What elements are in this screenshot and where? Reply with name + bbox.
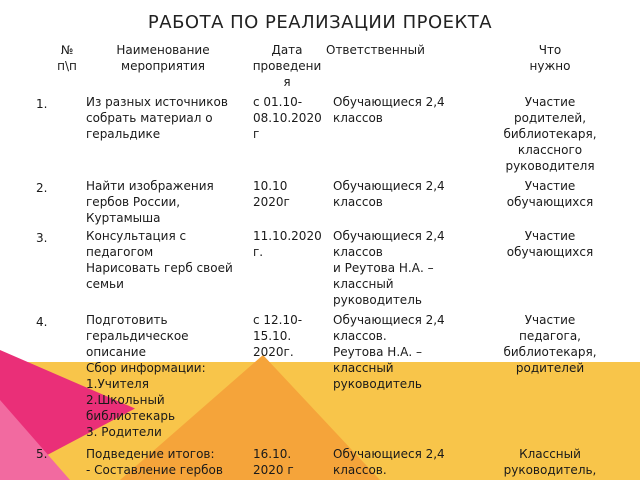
row-1-responsible: Обучающиеся 2,4 классов — [333, 95, 445, 125]
row-3-need: Участие обучающихся — [506, 229, 594, 259]
row-3-event: Консультация с педагогом Нарисовать герб своей семьи — [86, 229, 233, 291]
row-5-responsible: Обучающиеся 2,4 классов. — [333, 447, 445, 477]
row-1-need: Участие родителей, библиотекаря, классного руководителя — [503, 95, 597, 173]
header-num: № п\п — [57, 43, 77, 73]
row-1-date: с 01.10- 08.10.2020 г — [253, 95, 322, 141]
row-1-event: Из разных источников собрать материал о геральдике — [86, 95, 228, 141]
page-title: РАБОТА ПО РЕАЛИЗАЦИИ ПРОЕКТА — [147, 12, 493, 33]
row-3-date: 11.10.2020 г. — [253, 229, 322, 259]
row-5-event: Подведение итогов: - Составление гербов — [86, 447, 223, 477]
header-event: Наименование мероприятия — [116, 43, 210, 73]
row-1-num: 1. — [36, 97, 48, 111]
row-3-responsible: Обучающиеся 2,4 классов и Реутова Н.А. – классный руководитель — [333, 229, 445, 307]
header-responsible: Ответственный — [326, 43, 425, 57]
header-need: Что нужно — [529, 43, 571, 73]
row-4-responsible: Обучающиеся 2,4 классов. Реутова Н.А. – классный руководитель — [333, 313, 445, 391]
row-4-event: Подготовить геральдическое описание Сбор информации: 1.Учителя 2.Школьный библиотекарь 3. Родители — [86, 313, 206, 439]
row-2-responsible: Обучающиеся 2,4 классов — [333, 179, 445, 209]
row-3-num: 3. — [36, 231, 48, 245]
row-2-num: 2. — [36, 181, 48, 195]
row-4-num: 4. — [36, 315, 48, 329]
header-date: Дата проведени я — [252, 43, 322, 89]
row-5-date: 16.10. 2020 г — [253, 447, 294, 477]
row-5-need: Классный руководитель, — [503, 447, 597, 477]
row-2-date: 10.10 2020г — [253, 179, 290, 209]
row-2-event: Найти изображения гербов России, Куртамыша — [86, 179, 214, 225]
row-5-num: 5. — [36, 447, 48, 461]
row-4-date: с 12.10- 15.10. 2020г. — [253, 313, 303, 359]
row-4-need: Участие педагога, библиотекаря, родителей — [503, 313, 597, 375]
row-2-need: Участие обучающихся — [506, 179, 594, 209]
